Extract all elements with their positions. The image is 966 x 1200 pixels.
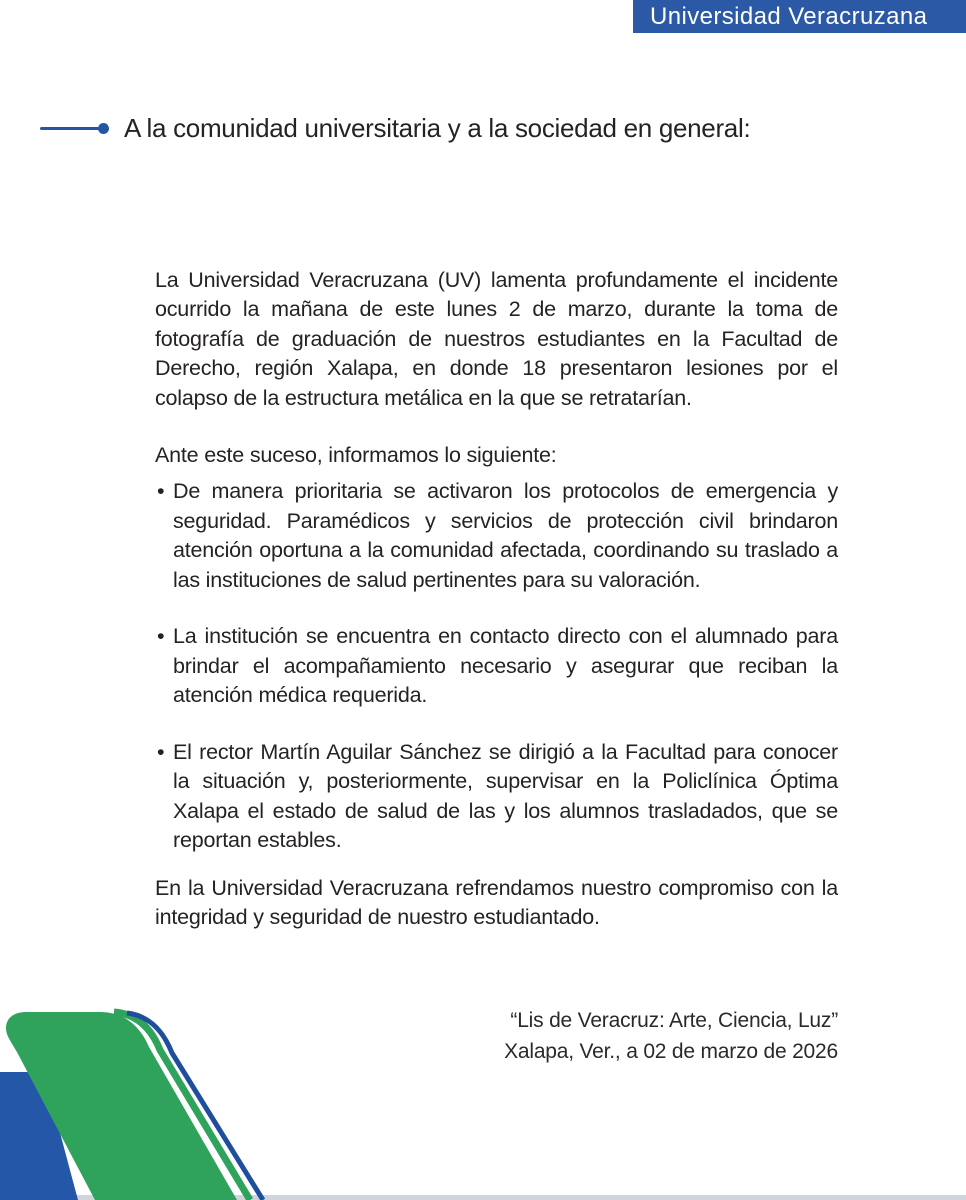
salutation-text: A la comunidad universitaria y a la sociedad en general: [124, 112, 751, 143]
paragraph-lead: La Universidad Veracruzana (UV) lamenta profundamente el incidente ocurrido la mañana de este lunes 2 de marzo, durante la toma de fotografía de graduación de nuestros estudiantes en la Facultad de Derecho, región Xalapa, en donde 18 presentaron lesiones por el colapso de la estructura metálica en la que se retratarían. [155, 267, 838, 410]
bullet-marker: • [157, 479, 165, 503]
paragraph-closing: En la Universidad Veracruzana refrendamos nuestro compromiso con la integridad y seguridad de nuestro estudiantado. [155, 875, 838, 929]
bullet-item [155, 622, 838, 711]
bullet-item [155, 738, 838, 856]
bullet-text: El rector Martín Aguilar Sánchez se dirigió a la Facultad para conocer la situación y, posteriormente, supervisar en la Policlínica Óptima Xalapa el estado de salud de las y los alumnos trasladados, que se reportan estables. [173, 739, 838, 852]
salutation [40, 112, 750, 144]
bullet-marker: • [157, 624, 165, 648]
bullet-text: De manera prioritaria se activaron los protocolos de emergencia y seguridad. Paramédicos y servicios de protección civil brindaron atención oportuna a la comunidad afectada, coordinando su traslado a las instituciones de salud pertinentes para su valoración. [173, 479, 838, 592]
bullet-list [155, 477, 838, 883]
paragraph-intro: Ante este suceso, informamos lo siguiente: [155, 442, 557, 467]
uv-ribbon-graphic [0, 1000, 380, 1200]
header-band [633, 0, 966, 33]
accent-dot-icon [98, 123, 109, 134]
signature-motto: “Lis de Veracruz: Arte, Ciencia, Luz” [510, 1009, 838, 1032]
signature-block [504, 1006, 838, 1067]
bullet-marker: • [157, 739, 165, 764]
signature-dateline: Xalapa, Ver., a 02 de marzo de 2026 [504, 1039, 838, 1063]
institution-name: Universidad Veracruzana [650, 2, 928, 30]
bullet-item [155, 477, 838, 595]
bullet-text: La institución se encuentra en contacto directo con el alumnado para brindar el acompañamiento necesario y asegurar que reciban la atención médica requerida. [173, 624, 838, 707]
accent-line [40, 127, 99, 130]
